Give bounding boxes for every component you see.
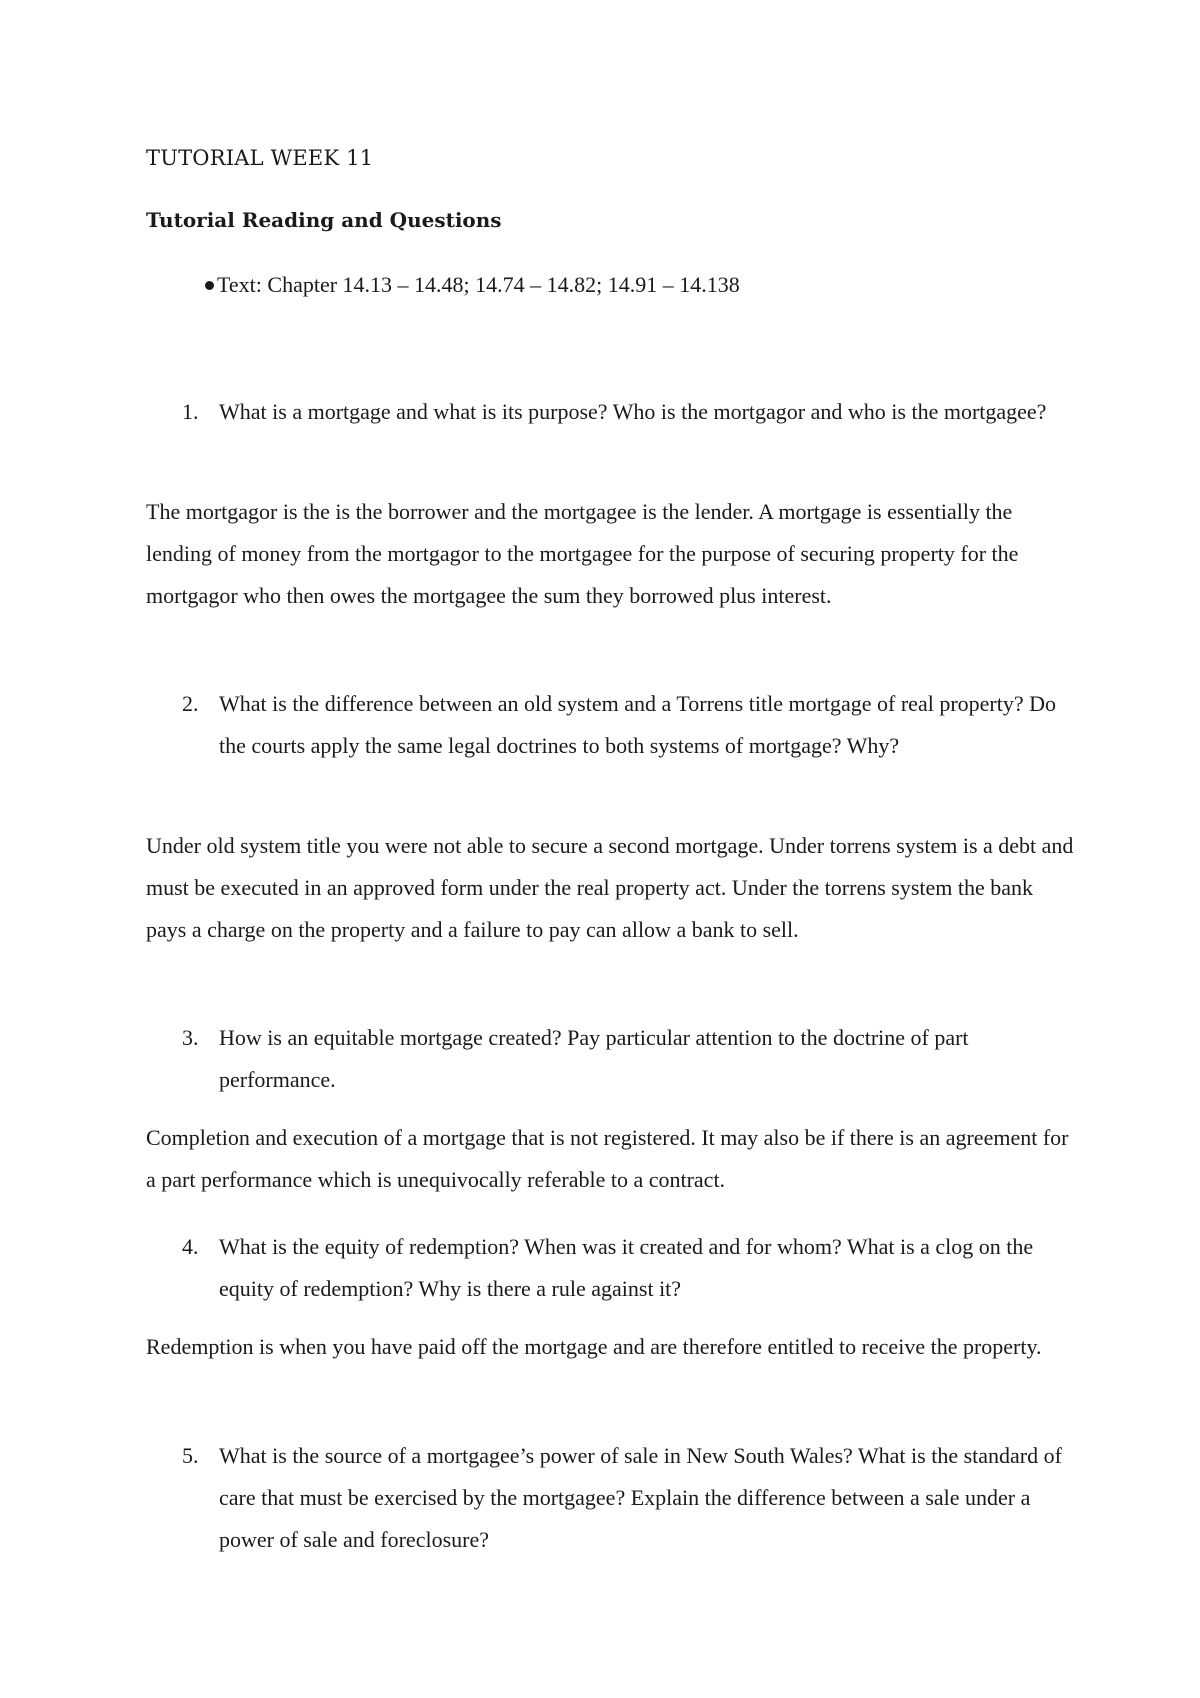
bullet-icon (205, 281, 214, 290)
answer-4: Redemption is when you have paid off the mortgage and are therefore entitled to receive the property. (146, 1334, 1042, 1359)
answer-2: Under old system title you were not able to secure a second mortgage. Under torrens system is a debt and must be executed in an approved form under the real property act. Under the torrens system the bank pays a charge on the property and a failure to pay can allow a bank to sell. (146, 833, 1074, 942)
document-title: TUTORIAL WEEK 11 (146, 146, 374, 170)
question-text: How is an equitable mortgage created? Pay particular attention to the doctrine of part performance. (219, 1025, 969, 1092)
question-2 (146, 683, 1076, 767)
question-text: What is a mortgage and what is its purpose? Who is the mortgagor and who is the mortgagee? (219, 399, 1047, 424)
question-text: What is the equity of redemption? When was it created and for whom? What is a clog on the equity of redemption? Why is there a rule against it? (219, 1234, 1034, 1301)
question-number: 1. (182, 399, 199, 424)
reading-text: Text: Chapter 14.13 – 14.48; 14.74 – 14.82; 14.91 – 14.138 (217, 272, 740, 297)
question-5 (146, 1435, 1076, 1561)
reading-list-item (217, 272, 740, 298)
question-number: 2. (182, 691, 199, 716)
answer-3: Completion and execution of a mortgage that is not registered. It may also be if there is an agreement for a part performance which is unequivocally referable to a contract. (146, 1125, 1069, 1192)
question-3 (146, 1017, 1076, 1101)
question-4 (146, 1226, 1076, 1310)
question-number: 3. (182, 1025, 199, 1050)
question-text: What is the source of a mortgagee’s power of sale in New South Wales? What is the standard of care that must be exercised by the mortgagee? Explain the difference between a sale under a power of sale and foreclosure? (219, 1443, 1062, 1552)
question-1 (146, 391, 1076, 433)
document-subtitle: Tutorial Reading and Questions (146, 208, 502, 232)
question-number: 5. (182, 1443, 199, 1468)
question-text: What is the difference between an old system and a Torrens title mortgage of real property? Do the courts apply the same legal doctrines to both systems of mortgage? Why? (219, 691, 1057, 758)
question-number: 4. (182, 1234, 199, 1259)
answer-1: The mortgagor is the is the borrower and the mortgagee is the lender. A mortgage is essentially the lending of money from the mortgagor to the mortgagee for the purpose of securing property for the mortgagor who then owes the mortgagee the sum they borrowed plus interest. (146, 499, 1019, 608)
